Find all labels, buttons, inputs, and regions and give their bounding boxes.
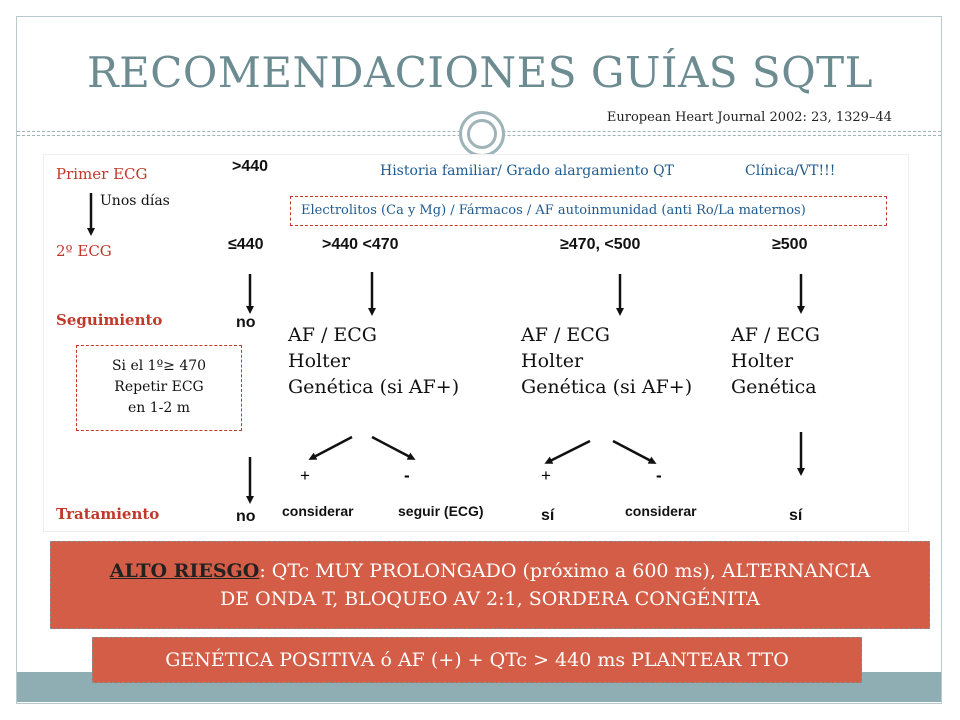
treatment-col1: no [236,508,256,525]
sign-plus-col3: + [541,466,551,485]
followup-col4-line2: Holter [731,350,794,372]
arrow-col3-plus [548,441,590,462]
threshold-col4: ≥500 [772,236,808,253]
arrow-col3-minus [613,441,653,462]
threshold-col1: ≤440 [228,236,264,253]
arrow-col2-minus [372,437,412,458]
sign-minus-col3: - [656,466,662,485]
treatment-col2-minus: seguir (ECG) [398,503,484,519]
label-segundo-ecg: 2º ECG [56,242,112,260]
note-clinica: Clínica/VT!!! [745,163,836,179]
alto-riesgo-label: ALTO RIESGO [109,560,260,582]
repeat-note-line2: Repetir ECG [114,379,204,395]
repeat-note-line1: Si el 1º≥ 470 [111,358,207,374]
followup-col4-line3: Genética [731,376,817,398]
threshold-col3: ≥470, <500 [560,236,641,253]
threshold-first: >440 [232,158,269,175]
followup-col2-line2: Holter [288,350,351,372]
followup-col3-line2: Holter [521,350,584,372]
followup-col2-line3: Genética (si AF+) [288,376,460,398]
treatment-col3-minus: considerar [625,503,697,519]
note-electrolitos: Electrolitos (Ca y Mg) / Fármacos / AF autoinmunidad (anti Ro/La maternos) [301,203,806,218]
arrow-col2-plus [312,437,352,458]
repeat-note-line3: en 1-2 m [127,400,191,416]
followup-col3-line1: AF / ECG [521,324,610,346]
treatment-col2-plus: considerar [282,503,354,519]
followup-col1: no [236,314,256,331]
sign-minus-col2: - [404,466,410,485]
treatment-col3-plus: sí [541,507,555,524]
label-primer-ecg: Primer ECG [56,165,148,183]
label-tratamiento: Tratamiento [56,505,160,523]
slide-title: RECOMENDACIONES GUÍAS SQTL [86,48,874,97]
citation: European Heart Journal 2002: 23, 1329–44 [606,110,892,125]
label-unos-dias: Unos días [100,193,170,209]
followup-col2-line1: AF / ECG [288,324,377,346]
label-seguimiento: Seguimiento [56,311,163,329]
treatment-col4: sí [789,507,803,524]
note-historia: Historia familiar/ Grado alargamiento QT [380,163,674,179]
alto-riesgo-box [50,541,930,629]
sign-plus-col2: + [300,466,310,485]
alto-riesgo-line1: : QTc MUY PROLONGADO (próximo a 600 ms), ALTERNANCIA [259,560,871,582]
followup-col4-line1: AF / ECG [731,324,820,346]
genetica-box: GENÉTICA POSITIVA ó AF (+) + QTc > 440 ms PLANTEAR TTO [92,637,862,683]
followup-col3-line3: Genética (si AF+) [521,376,693,398]
alto-riesgo-line2: DE ONDA T, BLOQUEO AV 2:1, SORDERA CONGÉNITA [219,588,761,610]
threshold-col2: >440 <470 [322,236,399,253]
